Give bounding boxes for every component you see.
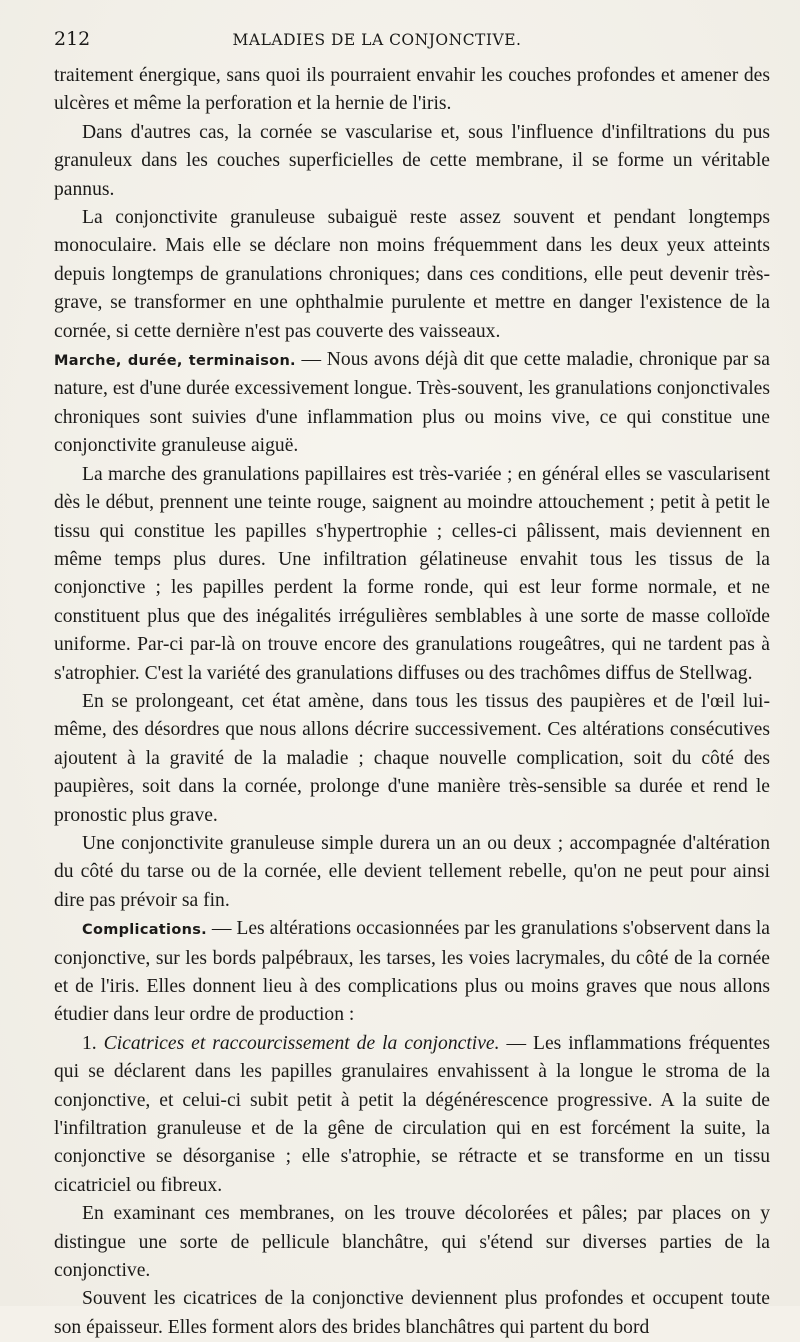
paragraph-with-heading: Marche, durée, terminaison. — Nous avons déjà dit que cette maladie, chronique par sa nature, est d'une durée excessivement longue. Très-souvent, les granulations conjonctivales chroniques sont suivies d'une inflammation plus ou moins vive, ce qui constitue une conjonctivite granuleuse aiguë. — [54, 349, 770, 457]
paragraph: traitement énergique, sans quoi ils pourraient envahir les couches profondes et amener des ulcères et même la perforation et la hernie de l'iris. — [54, 65, 770, 115]
italic-subheading: Cicatrices et raccourcissement de la conjonctive. — [96, 1032, 500, 1054]
running-title: MALADIES DE LA CONJONCTIVE. — [232, 31, 522, 49]
paragraph: Souvent les cicatrices de la conjonctive deviennent plus profondes et occupent toute son épaisseur. Elles forment alors des brides blanchâtres qui partent du bord — [54, 1288, 770, 1338]
paragraph: Une conjonctivite granuleuse simple durera un an ou deux ; accompagnée d'altération du côté du tarse ou de la cornée, elle devient tellement rebelle, qu'on ne peut pour ainsi dire pas prévoir sa fin. — [54, 832, 770, 911]
section-heading: Complications. — [82, 922, 207, 939]
section-heading: Marche, durée, terminaison. — [54, 353, 296, 370]
paragraph: Dans d'autres cas, la cornée se vascularise et, sous l'influence d'infiltrations du pus granuleux dans les couches superficielles de cette membrane, il se forme un véritable pannus. — [54, 121, 770, 200]
paragraph-with-heading: Complications. — Les altérations occasionnées par les granulations s'observent dans la conjonctive, sur les bords palpébraux, les tarses, les voies lacrymales, du côté de la cornée et de l'iris. Elles donnent lieu à des complications plus ou moins graves que nous allons étudier dans leur ordre de production : — [54, 918, 770, 1026]
body-text — [54, 62, 770, 1342]
numbered-paragraph: 1. Cicatrices et raccourcissement de la conjonctive. — Les inflammations fréquentes qui se déclarent dans les papilles granulaires envahissent à la longue le stroma de la conjonctive, et celui-ci subit petit à petit la dégénérescence progressive. A la suite de l'infiltration granuleuse et de la gêne de circulation qui en est forcément la suite, la conjonctive se désorganise ; elle s'atrophie, se rétracte et se transforme en un tissu cicatriciel ou fibreux. — [54, 1032, 770, 1196]
paragraph: En se prolongeant, cet état amène, dans tous les tissus des paupières et de l'œil lui-même, des désordres que nous allons décrire successivement. Ces altérations consécutives ajoutent à la gravité de la maladie ; chaque nouvelle complication, soit du côté des paupières, soit dans la cornée, prolonge d'une manière très-sensible sa durée et rend le pronostic plus grave. — [54, 690, 770, 826]
paragraph: En examinant ces membranes, on les trouve décolorées et pâles; par places on y distingue une sorte de pellicule blanchâtre, qui s'étend sur diverses parties de la conjonctive. — [54, 1203, 770, 1282]
page-number: 212 — [54, 28, 91, 50]
paragraph: La marche des granulations papillaires est très-variée ; en général elles se vascularisent dès le début, prennent une teinte rouge, saignent au moindre attouchement ; petit à petit le tissu qui constitue les papilles s'hypertrophie ; celles-ci pâlissent, mais deviennent en même temps plus dures. Une infiltration gélatineuse envahit tous les tissus de la conjonctive ; les papilles perdent la forme ronde, qui est leur forme normale, et ne constituent plus que des inégalités irrégulières semblables à une sorte de masse colloïde uniforme. Par-ci par-là on trouve encore des granulations rougeâtres, qui ne tardent pas à s'atrophier. C'est la variété des granulations diffuses ou des trachômes diffus de Stellwag. — [54, 463, 770, 684]
item-number: 1. — [82, 1032, 97, 1054]
page-header — [54, 28, 770, 62]
paragraph: La conjonctivite granuleuse subaiguë reste assez souvent et pendant longtemps monoculaire. Mais elle se déclare non moins fréquemment dans les deux yeux atteints depuis longtemps de granulations chroniques; dans ces conditions, elle peut devenir très-grave, se transformer en une ophthalmie purulente et mettre en danger l'existence de la cornée, si cette dernière n'est pas couverte des vaisseaux. — [54, 207, 770, 342]
